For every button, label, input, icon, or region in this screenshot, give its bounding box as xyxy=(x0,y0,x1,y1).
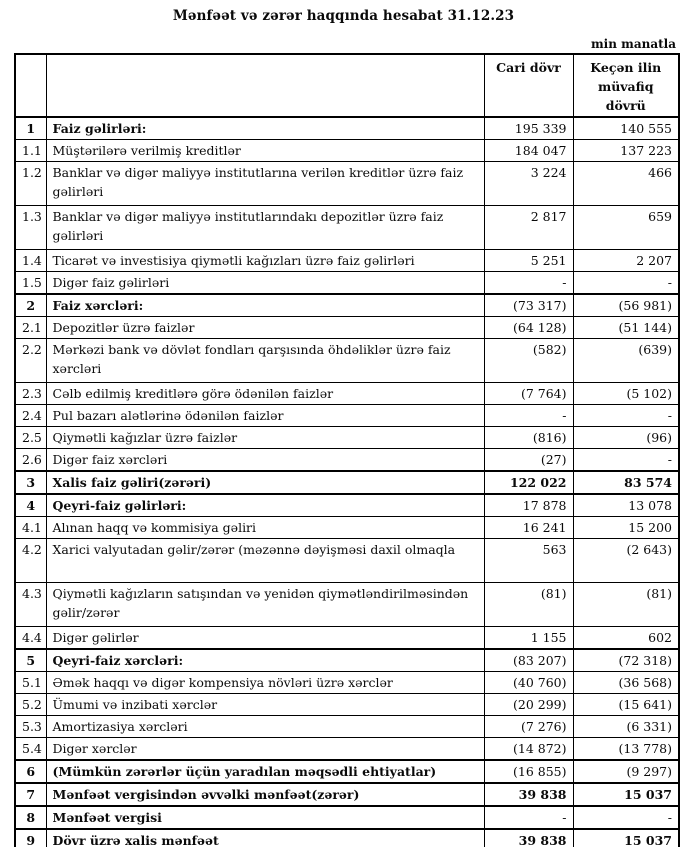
table-header-row xyxy=(15,54,679,117)
cell-row-number: 1.3 xyxy=(15,206,46,250)
cell-row-label: Xalis faiz gəliri(zərəri) xyxy=(46,471,484,494)
cell-row-label: Xarici valyutadan gəlir/zərər (məzənnə dəyişməsi daxil olmaqla xyxy=(46,539,484,583)
cell-current-value: (20 299) xyxy=(484,694,573,716)
cell-current-value: 122 022 xyxy=(484,471,573,494)
cell-row-number: 2.2 xyxy=(15,339,46,383)
cell-previous-value: 13 078 xyxy=(573,494,679,517)
cell-row-number: 5.1 xyxy=(15,672,46,694)
cell-current-value: (64 128) xyxy=(484,317,573,339)
cell-previous-value: - xyxy=(573,272,679,295)
cell-current-value: (816) xyxy=(484,427,573,449)
cell-row-number: 1.2 xyxy=(15,162,46,206)
cell-current-value: (582) xyxy=(484,339,573,383)
table-row xyxy=(15,250,679,272)
cell-row-label: Dövr üzrə xalis mənfəət xyxy=(46,829,484,847)
header-label-blank xyxy=(46,54,484,117)
cell-current-value: (27) xyxy=(484,449,573,472)
cell-row-number: 5 xyxy=(15,649,46,672)
cell-current-value: (73 317) xyxy=(484,294,573,317)
cell-previous-value: 140 555 xyxy=(573,117,679,140)
cell-previous-value: (56 981) xyxy=(573,294,679,317)
cell-row-label: Əmək haqqı və digər kompensiya növləri üzrə xərclər xyxy=(46,672,484,694)
cell-previous-value: - xyxy=(573,449,679,472)
cell-previous-value: 659 xyxy=(573,206,679,250)
cell-row-label: Digər xərclər xyxy=(46,738,484,761)
cell-current-value: (7 276) xyxy=(484,716,573,738)
cell-current-value: - xyxy=(484,405,573,427)
cell-current-value: 563 xyxy=(484,539,573,583)
cell-current-value: 1 155 xyxy=(484,627,573,650)
cell-row-number: 5.2 xyxy=(15,694,46,716)
cell-previous-value: (15 641) xyxy=(573,694,679,716)
report-title: Mənfəət və zərər haqqında hesabat 31.12.23 xyxy=(172,8,515,24)
cell-previous-value: (5 102) xyxy=(573,383,679,405)
cell-row-label: Müştərilərə verilmiş kreditlər xyxy=(46,140,484,162)
cell-row-number: 6 xyxy=(15,760,46,783)
cell-row-label: Pul bazarı alətlərinə ödənilən faizlər xyxy=(46,405,484,427)
table-row xyxy=(15,583,679,627)
table-row xyxy=(15,339,679,383)
cell-current-value: 16 241 xyxy=(484,517,573,539)
cell-row-label: (Mümkün zərərlər üçün yaradılan məqsədli ehtiyatlar) xyxy=(46,760,484,783)
cell-current-value: - xyxy=(484,806,573,829)
profit-loss-table xyxy=(14,53,680,847)
cell-previous-value: 2 207 xyxy=(573,250,679,272)
cell-row-label: Alınan haqq və kommisiya gəliri xyxy=(46,517,484,539)
table-row xyxy=(15,162,679,206)
cell-row-number: 1 xyxy=(15,117,46,140)
cell-previous-value: 466 xyxy=(573,162,679,206)
header-current-period: Cari dövr xyxy=(484,54,573,117)
cell-previous-value: (2 643) xyxy=(573,539,679,583)
cell-row-number: 3 xyxy=(15,471,46,494)
cell-row-label: Banklar və digər maliyyə institutlarına verilən kreditlər üzrə faiz gəlirləri xyxy=(46,162,484,206)
cell-row-label: Mərkəzi bank və dövlət fondları qarşısında öhdəliklər üzrə faiz xərcləri xyxy=(46,339,484,383)
cell-current-value: (40 760) xyxy=(484,672,573,694)
report-content xyxy=(14,37,678,847)
cell-previous-value: 15 200 xyxy=(573,517,679,539)
unit-note: min manatla xyxy=(590,37,676,51)
cell-current-value: 195 339 xyxy=(484,117,573,140)
cell-row-number: 1.5 xyxy=(15,272,46,295)
cell-row-label: Digər faiz gəlirləri xyxy=(46,272,484,295)
cell-previous-value: (72 318) xyxy=(573,649,679,672)
cell-previous-value: (81) xyxy=(573,583,679,627)
cell-previous-value: 15 037 xyxy=(573,783,679,806)
table-row xyxy=(15,317,679,339)
cell-row-label: Qeyri-faiz gəlirləri: xyxy=(46,494,484,517)
table-row xyxy=(15,694,679,716)
cell-current-value: (83 207) xyxy=(484,649,573,672)
table-row xyxy=(15,294,679,317)
table-row xyxy=(15,760,679,783)
cell-current-value: - xyxy=(484,272,573,295)
cell-row-number: 8 xyxy=(15,806,46,829)
cell-row-number: 2.6 xyxy=(15,449,46,472)
cell-previous-value: (6 331) xyxy=(573,716,679,738)
cell-row-number: 5.4 xyxy=(15,738,46,761)
cell-row-label: Faiz gəlirləri: xyxy=(46,117,484,140)
cell-row-label: Mənfəət vergisindən əvvəlki mənfəət(zərər) xyxy=(46,783,484,806)
cell-row-label: Ticarət və investisiya qiymətli kağızları üzrə faiz gəlirləri xyxy=(46,250,484,272)
table-row xyxy=(15,427,679,449)
table-row xyxy=(15,627,679,650)
header-previous-period: Keçən ilin müvafiq dövrü xyxy=(573,54,679,117)
cell-current-value: 184 047 xyxy=(484,140,573,162)
cell-current-value: 3 224 xyxy=(484,162,573,206)
cell-row-number: 2.5 xyxy=(15,427,46,449)
table-row xyxy=(15,649,679,672)
cell-current-value: (16 855) xyxy=(484,760,573,783)
cell-current-value: 5 251 xyxy=(484,250,573,272)
cell-row-number: 4.1 xyxy=(15,517,46,539)
cell-current-value: (7 764) xyxy=(484,383,573,405)
cell-previous-value: (51 144) xyxy=(573,317,679,339)
cell-row-label: Digər gəlirlər xyxy=(46,627,484,650)
table-row xyxy=(15,449,679,472)
cell-row-label: Faiz xərcləri: xyxy=(46,294,484,317)
cell-previous-value: - xyxy=(573,806,679,829)
table-row xyxy=(15,383,679,405)
table-row xyxy=(15,716,679,738)
cell-row-label: Qiymətli kağızların satışından və yenidən qiymətləndirilməsindən gəlir/zərər xyxy=(46,583,484,627)
cell-previous-value: 602 xyxy=(573,627,679,650)
cell-previous-value: (13 778) xyxy=(573,738,679,761)
cell-previous-value: (36 568) xyxy=(573,672,679,694)
table-row xyxy=(15,206,679,250)
cell-previous-value: (639) xyxy=(573,339,679,383)
table-row xyxy=(15,829,679,847)
table-row xyxy=(15,272,679,295)
table-row xyxy=(15,405,679,427)
cell-current-value: (14 872) xyxy=(484,738,573,761)
cell-row-number: 2.3 xyxy=(15,383,46,405)
table-row xyxy=(15,494,679,517)
cell-row-number: 7 xyxy=(15,783,46,806)
cell-row-number: 2.1 xyxy=(15,317,46,339)
cell-row-number: 4.2 xyxy=(15,539,46,583)
cell-row-label: Mənfəət vergisi xyxy=(46,806,484,829)
cell-previous-value: 15 037 xyxy=(573,829,679,847)
cell-row-number: 2 xyxy=(15,294,46,317)
cell-row-label: Amortizasiya xərcləri xyxy=(46,716,484,738)
cell-row-number: 1.4 xyxy=(15,250,46,272)
table-row xyxy=(15,517,679,539)
cell-previous-value: 83 574 xyxy=(573,471,679,494)
header-num-blank xyxy=(15,54,46,117)
cell-row-label: Banklar və digər maliyyə institutlarındakı depozitlər üzrə faiz gəlirləri xyxy=(46,206,484,250)
cell-row-number: 9 xyxy=(15,829,46,847)
table-row xyxy=(15,140,679,162)
table-row xyxy=(15,738,679,761)
cell-previous-value: 137 223 xyxy=(573,140,679,162)
cell-row-number: 4 xyxy=(15,494,46,517)
cell-row-number: 5.3 xyxy=(15,716,46,738)
cell-row-label: Ümumi və inzibati xərclər xyxy=(46,694,484,716)
table-row xyxy=(15,471,679,494)
table-row xyxy=(15,806,679,829)
cell-previous-value: (9 297) xyxy=(573,760,679,783)
cell-row-number: 4.4 xyxy=(15,627,46,650)
cell-row-label: Depozitlər üzrə faizlər xyxy=(46,317,484,339)
table-row xyxy=(15,672,679,694)
cell-row-label: Cəlb edilmiş kreditlərə görə ödənilən faizlər xyxy=(46,383,484,405)
cell-current-value: 39 838 xyxy=(484,783,573,806)
cell-current-value: 17 878 xyxy=(484,494,573,517)
table-row xyxy=(15,117,679,140)
cell-row-number: 4.3 xyxy=(15,583,46,627)
cell-row-number: 2.4 xyxy=(15,405,46,427)
cell-current-value: 39 838 xyxy=(484,829,573,847)
cell-previous-value: - xyxy=(573,405,679,427)
table-row xyxy=(15,539,679,583)
cell-row-label: Qeyri-faiz xərcləri: xyxy=(46,649,484,672)
cell-row-number: 1.1 xyxy=(15,140,46,162)
cell-current-value: (81) xyxy=(484,583,573,627)
cell-previous-value: (96) xyxy=(573,427,679,449)
table-row xyxy=(15,783,679,806)
cell-current-value: 2 817 xyxy=(484,206,573,250)
cell-row-label: Qiymətli kağızlar üzrə faizlər xyxy=(46,427,484,449)
cell-row-label: Digər faiz xərcləri xyxy=(46,449,484,472)
